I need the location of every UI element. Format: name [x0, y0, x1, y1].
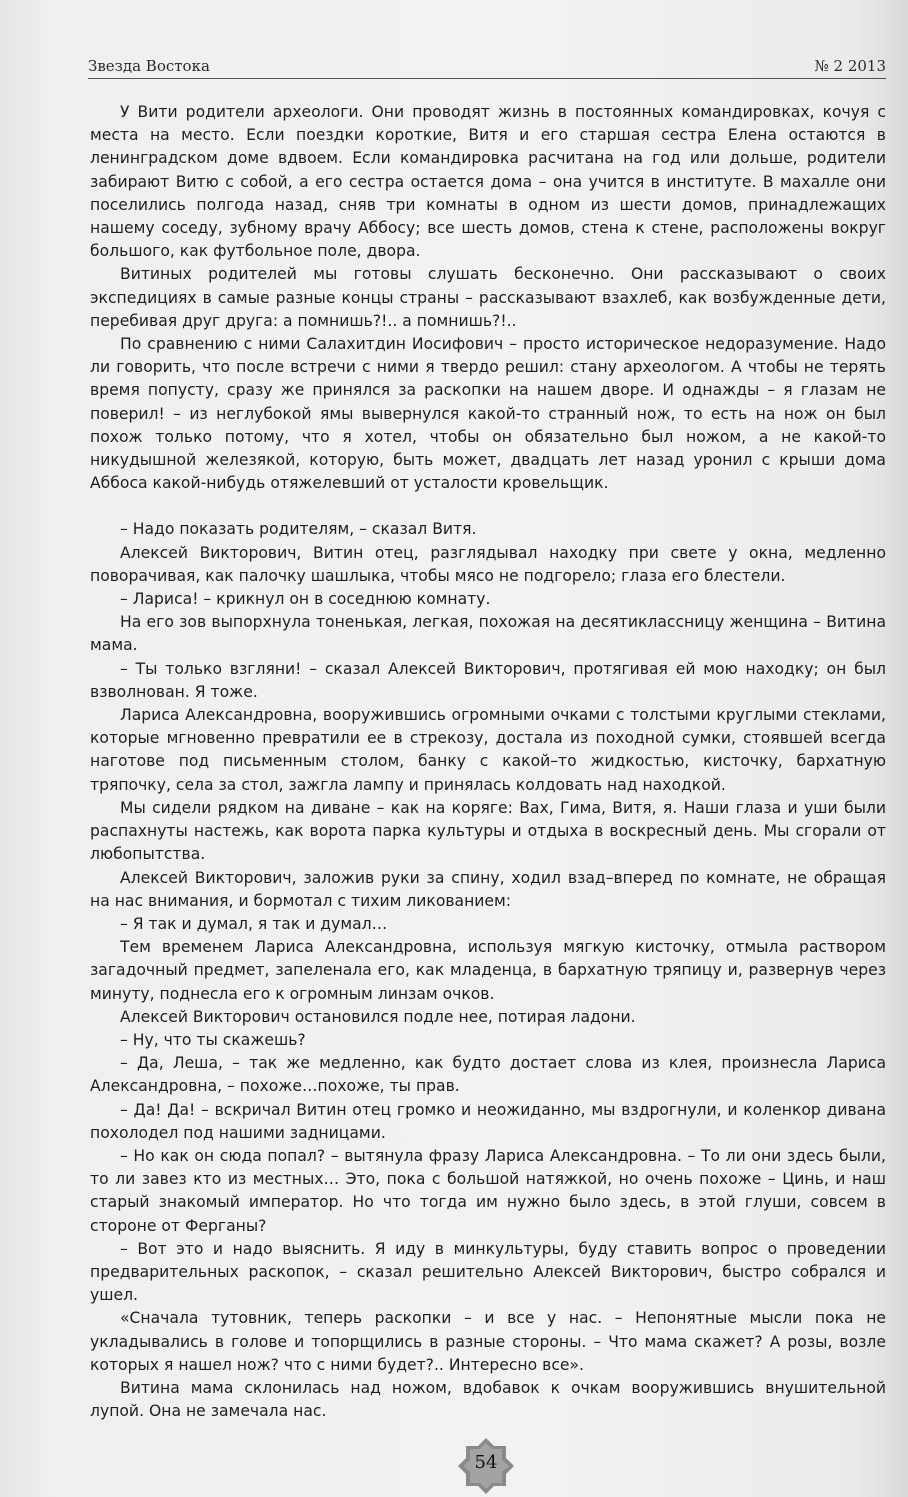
paragraph: – Но как он сюда попал? – вытянула фразу Лариса Александровна. – То ли они здесь были, то ли завез кто из местных… Это, пока с большой натяжкой, но очень похоже – Цинь, и наш старый знакомый император. Но что тогда им нужно было здесь, в этой глуши, совсем в стороне от Ферганы? — [90, 1146, 886, 1235]
paragraph: – Да, Леша, – так же медленно, как будто достает слова из клея, произнесла Лариса Александровна, – похоже…похоже, ты прав. — [90, 1054, 886, 1096]
paragraph: Лариса Александровна, вооружившись огромными очками с толстыми круглыми стеклами, которые мгновенно превратили ее в стрекозу, достала из походной сумки, стоявшей всегда наготове под письменным столом, банку с какой–то жидкостью, кисточку, бархатную тряпочку, села за стол, зажгла лампу и принялась колдовать над находкой. — [90, 706, 886, 794]
paragraph: – Ты только взгляни! – сказал Алексей Викторович, протягивая ей мою находку; он был взволнован. Я тоже. — [90, 659, 886, 701]
paragraph: У Вити родители археологи. Они проводят жизнь в постоянных командировках, кочуя с места на место. Если поездки короткие, Витя и его старшая сестра Елена остаются в ленинградском доме вдвоем. Если командировка расчитана на год или дольше, родители забирают Витю с собой, а его сестра остается дома – она учится в институте. В махалле они поселились полгода назад, сняв три комнаты в одном из шести домов, принадлежащих нашему соседу, зубному врачу Аббосу; все шесть домов, стена к стене, расположены вокруг большого, как футбольное поле, двора. — [90, 103, 886, 261]
paragraph: – Да! Да! – вскричал Витин отец громко и неожиданно, мы вздрогнули, и коленкор дивана похолодел под нашими задницами. — [90, 1100, 886, 1142]
article-body — [90, 101, 886, 1423]
running-header — [88, 52, 886, 79]
journal-title: Звезда Востока — [88, 57, 210, 75]
paragraph: – Надо показать родителям, – сказал Витя. — [120, 520, 477, 539]
paragraph: «Сначала тутовник, теперь раскопки – и все у нас. – Непонятные мысли пока не укладывались в голове и топорщились в разные стороны. – Что мама скажет? А розы, возле которых я нашел нож? что с ними будет?.. Интересно все». — [90, 1309, 886, 1374]
paragraph: – Я так и думал, я так и думал… — [120, 914, 388, 933]
paragraph: По сравнению с ними Салахитдин Иосифович – просто историческое недоразумение. Надо ли говорить, что после встречи с ними я твердо решил: стану археологом. А чтобы не терять время попусту, сразу же принялся за раскопки на нашем дворе. И однажды – я глазам не поверил! – из неглубокой ямы вывернулся какой-то странный нож, то есть на нож он был похож только потому, что я хотел, чтобы он обязательно был ножом, а не какой-то никудышной железякой, которую, быть может, двадцать лет назад уронил с крыши дома Аббоса какой-нибудь отяжелевший от усталости кровельщик. — [90, 335, 886, 493]
page-number: 54 — [474, 1452, 498, 1473]
paragraph: Тем временем Лариса Александровна, используя мягкую кисточку, отмыла раствором загадочный предмет, запеленала его, как младенца, в бархатную тряпицу и, развернув через минуту, поднесла его к огромным линзам очков. — [90, 938, 886, 1003]
paragraph: Мы сидели рядком на диване – как на коряге: Вах, Гима, Витя, я. Наши глаза и уши были распахнуты настежь, как ворота парка культуры и отдыха в воскресный день. Мы сгорали от любопытства. — [90, 798, 886, 864]
paragraph: Алексей Викторович, заложив руки за спину, ходил взад–вперед по комнате, не обращая на нас внимания, и бормотал с тихим ликованием: — [90, 868, 886, 910]
paragraph: Алексей Викторович, Витин отец, разглядывал находку при свете у окна, медленно поворачивая, как палочку шашлыка, чтобы мясо не подгорело; глаза его блестели. — [90, 543, 886, 585]
page-number-badge — [456, 1436, 516, 1496]
paragraph: Витиных родителей мы готовы слушать бесконечно. Они рассказывают о своих экспедициях в самые разные концы страны – рассказывают взахлеб, как возбужденные дети, перебивая друг друга: а помнишь?!.. а помнишь?!.. — [90, 265, 886, 330]
paragraph: На его зов выпорхнула тоненькая, легкая, похожая на десятиклассницу женщина – Витина мама. — [90, 613, 886, 655]
paragraph: Витина мама склонилась над ножом, вдобавок к очкам вооружившись внушительной лупой. Она не замечала нас. — [90, 1378, 886, 1421]
issue-number: № 2 2013 — [814, 57, 886, 75]
paragraph: – Лариса! – крикнул он в соседнюю комнату. — [120, 590, 491, 609]
paragraph: – Ну, что ты скажешь? — [120, 1030, 306, 1049]
paragraph: – Вот это и надо выяснить. Я иду в минкультуры, буду ставить вопрос о проведении предварительных раскопок, – сказал решительно Алексей Викторович, быстро собрался и ушел. — [90, 1239, 886, 1305]
paragraph: Алексей Викторович остановился подле нее, потирая ладони. — [120, 1007, 636, 1026]
